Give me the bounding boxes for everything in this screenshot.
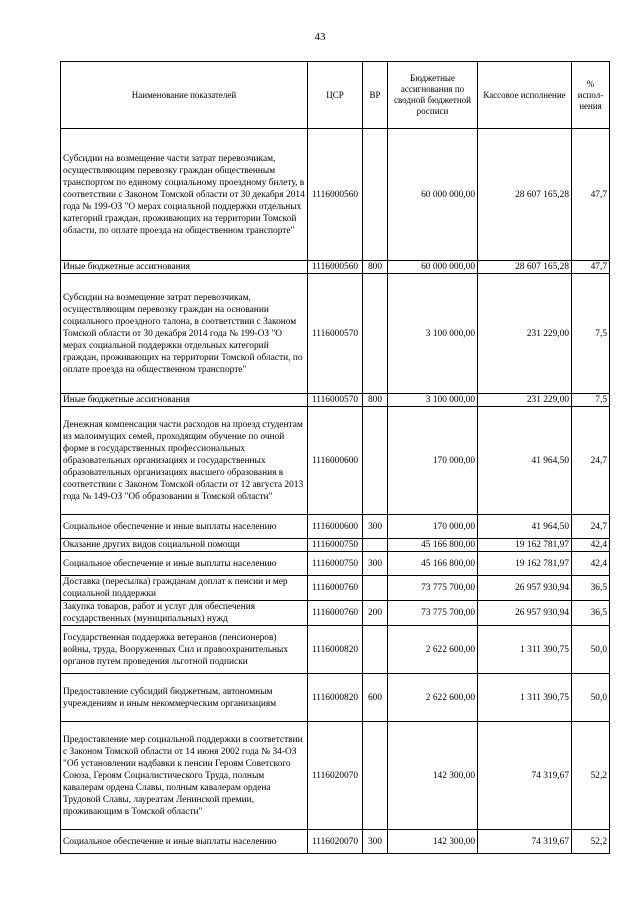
row-cash: 74 319,67 [478,722,572,830]
row-budget: 73 775 700,00 [388,601,478,626]
table-row [61,261,610,274]
row-vr [363,539,388,552]
header-csr: ЦСР [308,62,363,129]
row-cash: 231 229,00 [478,274,572,394]
row-percent: 50,0 [572,626,610,674]
row-vr: 800 [363,261,388,274]
table-body [61,129,610,854]
row-cash: 19 162 781,97 [478,539,572,552]
row-budget: 73 775 700,00 [388,576,478,601]
row-name: Денежная компенсация части расходов на проезд студентам из малоимущих семей, проходящим обучение по очной форме в государственных профессиональных образовательных организациях и государственных образовательных организациях высшего образования в соответствии с Законом Томской области от 12 августа 2013 года № 149-ОЗ "Об образовании в Томской области" [61,407,308,515]
row-cash: 41 964,50 [478,515,572,539]
row-cash: 26 957 930,94 [478,576,572,601]
row-csr: 1116000760 [308,576,363,601]
row-name: Иные бюджетные ассигнования [61,394,308,407]
row-budget: 142 300,00 [388,722,478,830]
row-cash: 26 957 930,94 [478,601,572,626]
table-row [61,601,610,626]
row-vr: 300 [363,552,388,576]
row-percent: 42,4 [572,539,610,552]
row-name: Субсидии на возмещение затрат перевозчикам, осуществляющим перевозку граждан на основании социального проездного талона, в соответствии с Законом Томской области от 30 декабря 2014 года № 199-ОЗ "О мерах социальной поддержки отдельных категорий граждан, проживающих на территории Томской области, по оплате проезда на общественном транспорте" [61,274,308,394]
row-cash: 28 607 165,28 [478,261,572,274]
row-csr: 1116000570 [308,274,363,394]
row-vr [363,407,388,515]
row-budget: 3 100 000,00 [388,274,478,394]
row-budget: 3 100 000,00 [388,394,478,407]
budget-execution-table [60,61,610,854]
row-percent: 47,7 [572,261,610,274]
row-name: Социальное обеспечение и иные выплаты населению [61,552,308,576]
header-name: Наименование показателей [61,62,308,129]
row-budget: 45 166 800,00 [388,552,478,576]
row-percent: 52,2 [572,830,610,854]
table-row [61,552,610,576]
row-budget: 170 000,00 [388,515,478,539]
row-csr: 1116000560 [308,129,363,261]
row-cash: 28 607 165,28 [478,129,572,261]
row-vr: 600 [363,674,388,722]
row-name: Доставка (пересылка) гражданам доплат к пенсии и мер социальной поддержки [61,576,308,601]
row-cash: 74 319,67 [478,830,572,854]
table-row [61,626,610,674]
row-budget: 45 166 800,00 [388,539,478,552]
row-name: Субсидии на возмещение части затрат перевозчикам, осуществляющим перевозку граждан общественным транспортом по единому социальному проездному билету, в соответствии с Законом Томской области от 30 декабря 2014 года № 199-ОЗ "О мерах социальной поддержки отдельных категорий граждан, проживающих на территории Томской области, по оплате проезда на общественном транспорте" [61,129,308,261]
row-csr: 1116020070 [308,722,363,830]
table-row [61,539,610,552]
row-cash: 231 229,00 [478,394,572,407]
row-csr: 1116000760 [308,601,363,626]
row-cash: 19 162 781,97 [478,552,572,576]
row-budget: 60 000 000,00 [388,129,478,261]
row-vr [363,576,388,601]
row-csr: 1116000560 [308,261,363,274]
table-row [61,576,610,601]
table-row [61,515,610,539]
table-row [61,674,610,722]
row-csr: 1116000750 [308,539,363,552]
row-percent: 24,7 [572,407,610,515]
row-vr: 300 [363,515,388,539]
row-percent: 52,2 [572,722,610,830]
table-header-row [61,62,610,129]
header-budget: Бюджетные ассигнования по сводной бюджетной росписи [388,62,478,129]
row-percent: 50,0 [572,674,610,722]
row-name: Государственная поддержка ветеранов (пенсионеров) войны, труда, Вооруженных Сил и правоохранительных органов путем проведения льготной подписки [61,626,308,674]
table-row [61,407,610,515]
row-name: Социальное обеспечение и иные выплаты населению [61,515,308,539]
table-row [61,722,610,830]
header-vr: ВР [363,62,388,129]
row-csr: 1116000570 [308,394,363,407]
row-percent: 7,5 [572,274,610,394]
table-row [61,129,610,261]
row-vr [363,722,388,830]
row-percent: 7,5 [572,394,610,407]
page-number: 43 [314,31,326,43]
row-vr [363,129,388,261]
table-row [61,274,610,394]
row-csr: 1116000820 [308,674,363,722]
row-percent: 42,4 [572,552,610,576]
row-vr [363,626,388,674]
row-percent: 24,7 [572,515,610,539]
row-csr: 1116020070 [308,830,363,854]
row-vr: 200 [363,601,388,626]
row-name: Социальное обеспечение и иные выплаты населению [61,830,308,854]
row-percent: 47,7 [572,129,610,261]
row-budget: 142 300,00 [388,830,478,854]
row-name: Закупка товаров, работ и услуг для обеспечения государственных (муниципальных) нужд [61,601,308,626]
row-csr: 1116000820 [308,626,363,674]
row-name: Предоставление мер социальной поддержки в соответствии с Законом Томской области от 14 июня 2002 года № 34-ОЗ "Об установлении надбавки к пенсии Героям Советского Союза, Героям Социалистического Труда, полным кавалерам ордена Славы, полным кавалерам ордена Трудовой Славы, лауреатам Ленинской премии, проживающим в Томской области" [61,722,308,830]
row-name: Предоставление субсидий бюджетным, автономным учреждениям и иным некоммерческим организациям [61,674,308,722]
row-name: Оказание других видов социальной помощи [61,539,308,552]
header-cash: Кассовое исполнение [478,62,572,129]
row-vr: 800 [363,394,388,407]
row-csr: 1116000600 [308,515,363,539]
row-cash: 1 311 390,75 [478,674,572,722]
row-csr: 1116000600 [308,407,363,515]
row-cash: 41 964,50 [478,407,572,515]
row-percent: 36,5 [572,601,610,626]
row-cash: 1 311 390,75 [478,626,572,674]
table-row [61,830,610,854]
row-budget: 60 000 000,00 [388,261,478,274]
header-percent: % испол-нения [572,62,610,129]
row-name: Иные бюджетные ассигнования [61,261,308,274]
row-vr [363,274,388,394]
row-budget: 170 000,00 [388,407,478,515]
row-vr: 300 [363,830,388,854]
row-percent: 36,5 [572,576,610,601]
row-csr: 1116000750 [308,552,363,576]
table-row [61,394,610,407]
row-budget: 2 622 600,00 [388,674,478,722]
row-budget: 2 622 600,00 [388,626,478,674]
